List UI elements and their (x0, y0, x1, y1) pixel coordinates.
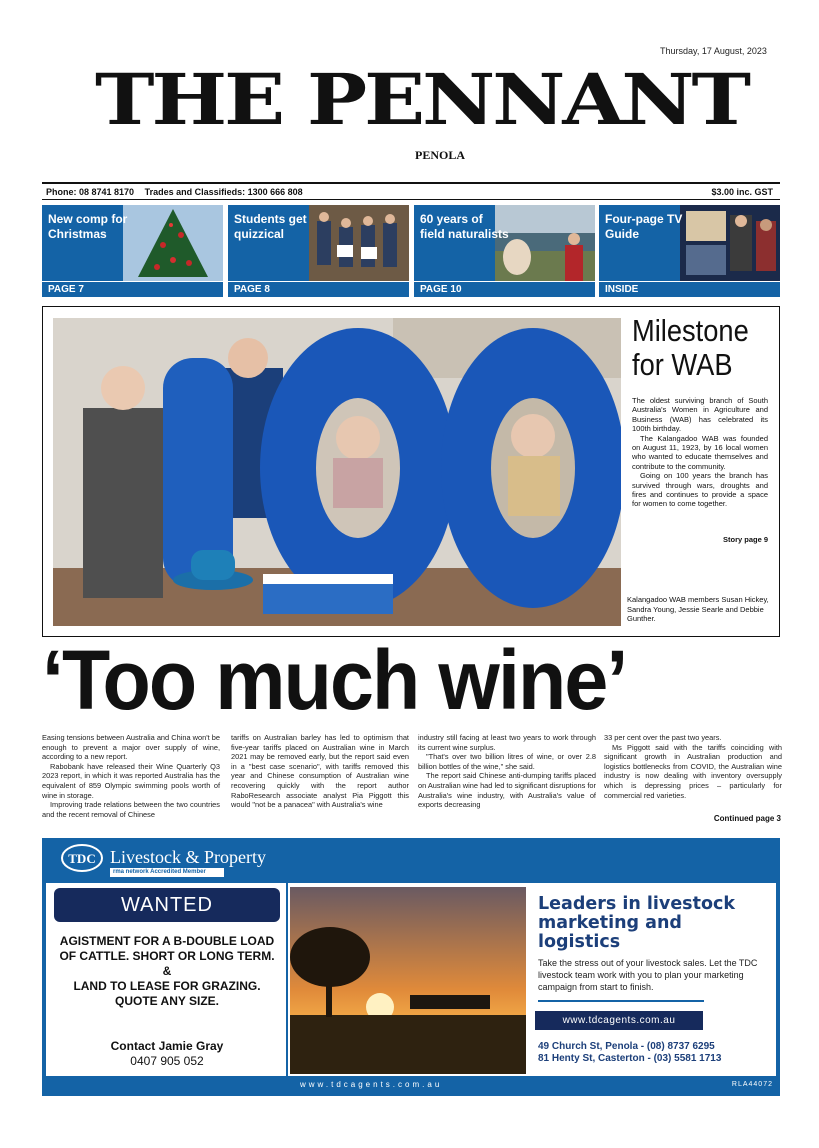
article-paragraph: industry still facing at least two years to work through its current wine surplus. (418, 733, 596, 752)
contact-bar (46, 187, 311, 197)
feature-body (632, 396, 768, 509)
tv-guide-photo (680, 205, 780, 281)
teaser-text: Four-page TV Guide (605, 212, 683, 241)
website-button[interactable]: www.tdcagents.com.au (535, 1011, 703, 1030)
teaser-page: INSIDE (599, 281, 780, 297)
teaser-page: PAGE 8 (228, 281, 409, 297)
ad-code: RLA44072 (731, 1081, 773, 1088)
article-column-1 (42, 733, 220, 819)
sunset-photo (290, 887, 526, 1074)
ad-headline: Leaders in livestock marketing and logistics (538, 894, 736, 952)
article-paragraph: Rabobank have released their Wine Quarterly Q3 2023 report, in which it was reported Australia has the equivalent of 859 Olympic swimming pools worth of wine in storage. (42, 761, 220, 800)
main-headline: ‘Too much wine’ (42, 633, 627, 727)
contact-rule (42, 199, 780, 200)
ad-addresses (538, 1041, 774, 1065)
teaser-students[interactable] (228, 205, 409, 297)
price: $3.00 inc. GST (711, 187, 773, 197)
article-paragraph: 33 per cent over the past two years. (604, 733, 722, 742)
tdc-logo-icon (60, 843, 104, 873)
feature-paragraph: The oldest surviving branch of South Australia's Women in Agriculture and Business (WAB) has celebrated its 100th birthday. (632, 396, 768, 434)
trades-number: Trades and Classifieds: 1300 666 808 (144, 187, 303, 197)
wanted-line: AGISTMENT FOR A B-DOUBLE LOAD OF CATTLE. SHORT OR LONG TERM. (59, 934, 275, 963)
svg-text:TDC: TDC (68, 851, 96, 866)
top-rule (42, 182, 780, 184)
contact-phone[interactable]: 0407 905 052 (130, 1054, 204, 1068)
rma-badge: rma network Accredited Member (110, 868, 224, 877)
article-paragraph: Improving trade relations between the two countries and the recent removal of Chinese (42, 800, 220, 819)
teaser-text: Students get quizzical (234, 212, 307, 241)
feature-paragraph: Going on 100 years the branch has survived through wars, droughts and fires and continues to provide a space for women to come together. (632, 471, 768, 509)
teaser-tv-guide[interactable] (599, 205, 780, 297)
ad-body: Take the stress out of your livestock sales. Let the TDC livestock team work with you to plan your marketing campaign from start to finish. (538, 958, 758, 992)
article-paragraph: "That's over two billion litres of wine, or over 2.8 billion bottles of the wine," she said. (418, 752, 596, 771)
wanted-details (56, 934, 278, 1009)
teaser-christmas-comp[interactable] (42, 205, 223, 297)
article-paragraph: The report said Chinese anti-dumping tariffs placed on Australian wine had led to significant disruptions for Australia's wine industry, with Australia's value of exports decreasing (418, 771, 596, 810)
teaser-page: PAGE 10 (414, 281, 595, 297)
article-column-4 (604, 733, 782, 800)
article-column-2 (231, 733, 409, 810)
naturalists-photo (495, 205, 595, 281)
article-paragraph: Easing tensions between Australia and China won't be enough to prevent a major over supply of wine, according to a new report. (42, 733, 220, 762)
wanted-banner: WANTED (54, 888, 280, 922)
teaser-naturalists[interactable] (414, 205, 595, 297)
contact-name: Contact Jamie Gray (110, 1039, 224, 1053)
ad-brand: Livestock & Property (110, 847, 266, 867)
phone-number: Phone: 08 8741 8170 (46, 187, 135, 197)
feature-paragraph: The Kalangadoo WAB was founded on August 11, 1923, by 16 local women who wanted to educate themselves and contribute to the community. (632, 433, 768, 471)
feature-title: Milestone for WAB (632, 313, 749, 382)
christmas-tree-photo (123, 205, 223, 281)
continued-link[interactable]: Continued page 3 (713, 814, 781, 823)
photo-caption: Kalangadoo WAB members Susan Hickey, Sandra Young, Jessie Searle and Debbie Gunther. (627, 595, 769, 623)
teaser-page: PAGE 7 (42, 281, 223, 297)
masthead-title: THE PENNANT (95, 57, 749, 141)
masthead-subtitle: PENOLA (415, 148, 466, 162)
article-column-3 (418, 733, 596, 810)
article-paragraph: tariffs on Australian barley has led to optimism that five-year tariffs placed on Australian wine in March 2021 may be removed early, but the report said even in a "best case scenario", with tariffs removed this year and Chinese consumption of Australian wine recovering quickly with the report author RaboResearch associate analyst Pia Piggott this would "not be a panacea" with Australia's wine (231, 733, 409, 810)
address-penola: 49 Church St, Penola - (08) 8737 6295 (538, 1041, 715, 1052)
issue-date: Thursday, 17 August, 2023 (660, 46, 767, 56)
teaser-text: 60 years of field naturalists (420, 212, 509, 241)
wanted-line: & (162, 964, 172, 978)
ad-divider (538, 1000, 704, 1002)
article-paragraph: Ms Piggott said with the tariffs coinciding with significant growth in Australian production and logistics bottlenecks from COVID, the Australian wine industry is now dealing with inventory oversupply which is depressing prices – particularly for commercial red varieties. (604, 742, 782, 800)
masthead (95, 57, 749, 154)
wab-celebration-photo (53, 318, 621, 626)
wanted-line: LAND TO LEASE FOR GRAZING. QUOTE ANY SIZE. (73, 979, 261, 1008)
wanted-contact (56, 1039, 278, 1069)
teaser-text: New comp for Christmas (48, 212, 128, 241)
story-page-link[interactable]: Story page 9 (722, 535, 768, 544)
students-photo (309, 205, 409, 281)
address-casterton: 81 Henty St, Casterton - (03) 5581 1713 (538, 1053, 722, 1064)
footer-website[interactable]: www.tdcagents.com.au (300, 1080, 443, 1089)
